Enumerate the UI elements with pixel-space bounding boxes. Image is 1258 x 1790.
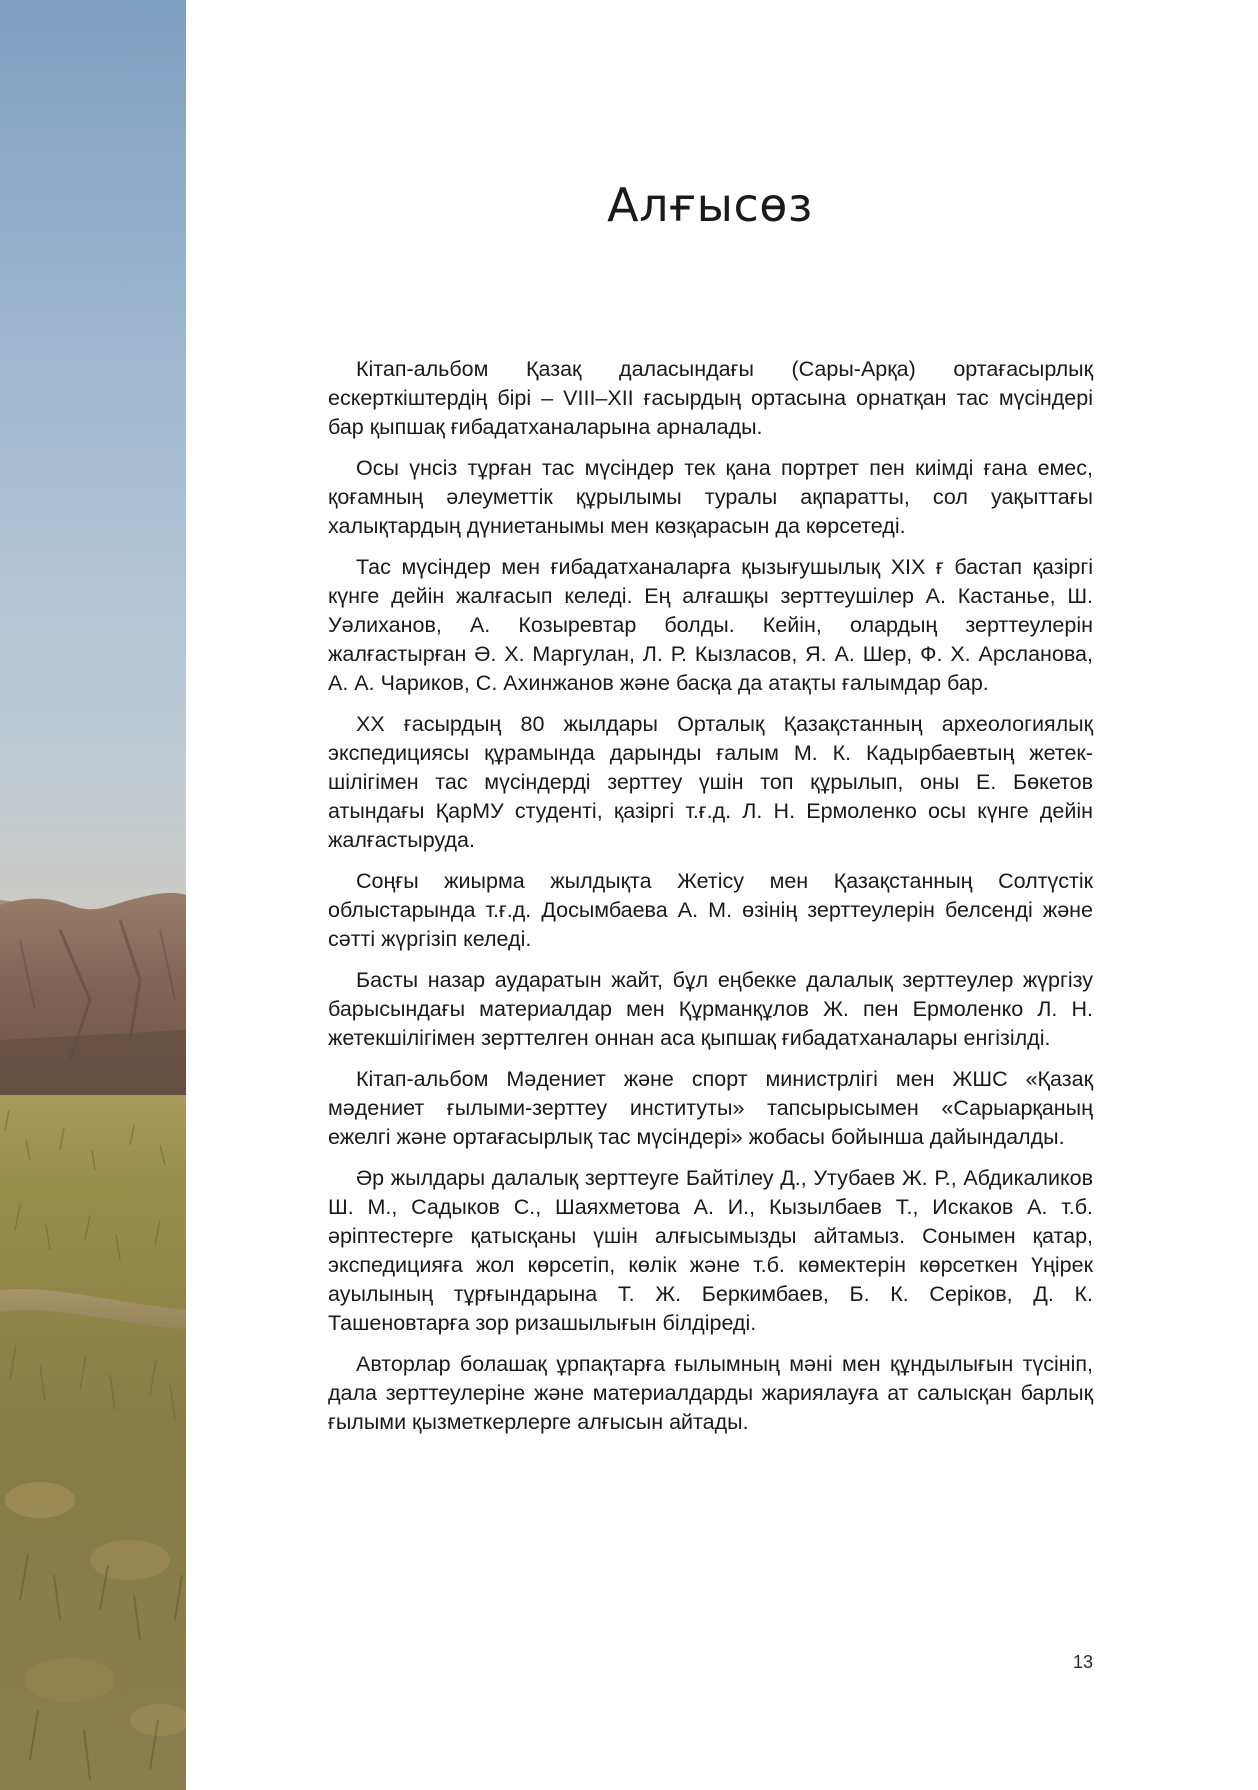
body-text <box>328 355 1093 1449</box>
paragraph: Осы үнсіз тұрған тас мүсіндер тек қана портрет пен киімді ғана емес, қоғамның әлеуметтік құрылымы туралы ақпаратты, сол уақыттағы халықтардың дүниетанымы мен көзқарасын да көрсетеді. <box>328 456 1093 538</box>
paragraph: Кітап-альбом Мәдениет және спорт министрлігі мен ЖШС «Қазақ мәдениет ғылыми-зерттеу институты» тапсырысымен «Сарыарқаның ежелгі және ортағасырлық тас мүсіндері» жобасы бойынша дайындалды. <box>328 1067 1093 1149</box>
page-number: 13 <box>1072 1652 1093 1672</box>
paragraph: Әр жылдары далалық зерттеуге Байтілеу Д., Утубаев Ж. Р., Абдикаликов Ш. М., Садыков С., Шаяхметова А. И., Кызылбаев Т., Искаков А. т.б. әріптестерге қатысқаны үшін алғысымызды айтамыз. Сонымен қатар, экспедицияға жол көрсетіп, көлік және т.б. көмектерін көрсеткен Үңірек ауылының тұрғындарына Т. Ж. Беркимбаев, Б. К. Серіков, Д. К. Ташеновтарға зор ризашылығын білдіреді. <box>328 1166 1093 1335</box>
paragraph: Соңғы жиырма жылдықта Жетісу мен Қазақстанның Солтүстік облыстарында т.ғ.д. Досымбаева А. М. өзінің зерттеулерін белсенді және сәтті жүргізіп келеді. <box>328 869 1093 951</box>
paragraph: XX ғасырдың 80 жылдары Орталық Қазақстанның археологиялық экспедициясы құрамында дарынды ғалым М. К. Кадырбаевтың жетекшілігімен тас мүсіндерді зерттеу үшін топ құрылып, оны Е. Бөкетов атындағы ҚарМУ студенті, қазіргі т.ғ.д. Л. Н. Ермоленко осы күнге дейін жалғастыруда. <box>328 712 1093 852</box>
paragraph: Басты назар аударатын жайт, бұл еңбекке далалық зерттеулер жүргізу барысындағы материалдар мен Құрманқұлов Ж. пен Ермоленко Л. Н. жетекшілігімен зерттелген оннан аса қыпшақ ғибадатханалары енгізілді. <box>328 968 1093 1050</box>
paragraph: Тас мүсіндер мен ғибадатханаларға қызығушылық XIX ғ бастап қазіргі күнге дейін жалғасып келеді. Ең алғашқы зерттеушілер А. Кастанье, Ш. Уәлиханов, А. Козыревтар болды. Кейін, олардың зерттеулерін жалғастырған Ә. Х. Маргулан, Л. Р. Кызласов, Я. А. Шер, Ф. Х. Арсланова, А. А. Чариков, С. Ахинжанов және басқа да атақты ғалымдар бар. <box>328 555 1093 695</box>
paragraph: Авторлар болашақ ұрпақтарға ғылымның мәні мен құндылығын түсініп, дала зерттеулеріне және материалдарды жариялауға ат салысқан барлық ғылыми қызметкерлерге алғысын айтады. <box>328 1352 1093 1434</box>
paragraph: Кітап-альбом Қазақ даласындағы (Сары-Арқа) ортағасырлық ескерткіштердің бірі – VIII–XII ғасырдың ортасына орнатқан тас мүсіндері бар қыпшақ ғибадатханаларына арналады. <box>328 357 1093 439</box>
side-landscape-photo <box>0 0 186 1790</box>
landscape-illustration <box>0 0 186 1790</box>
page-title: Алғысөз <box>607 178 813 232</box>
